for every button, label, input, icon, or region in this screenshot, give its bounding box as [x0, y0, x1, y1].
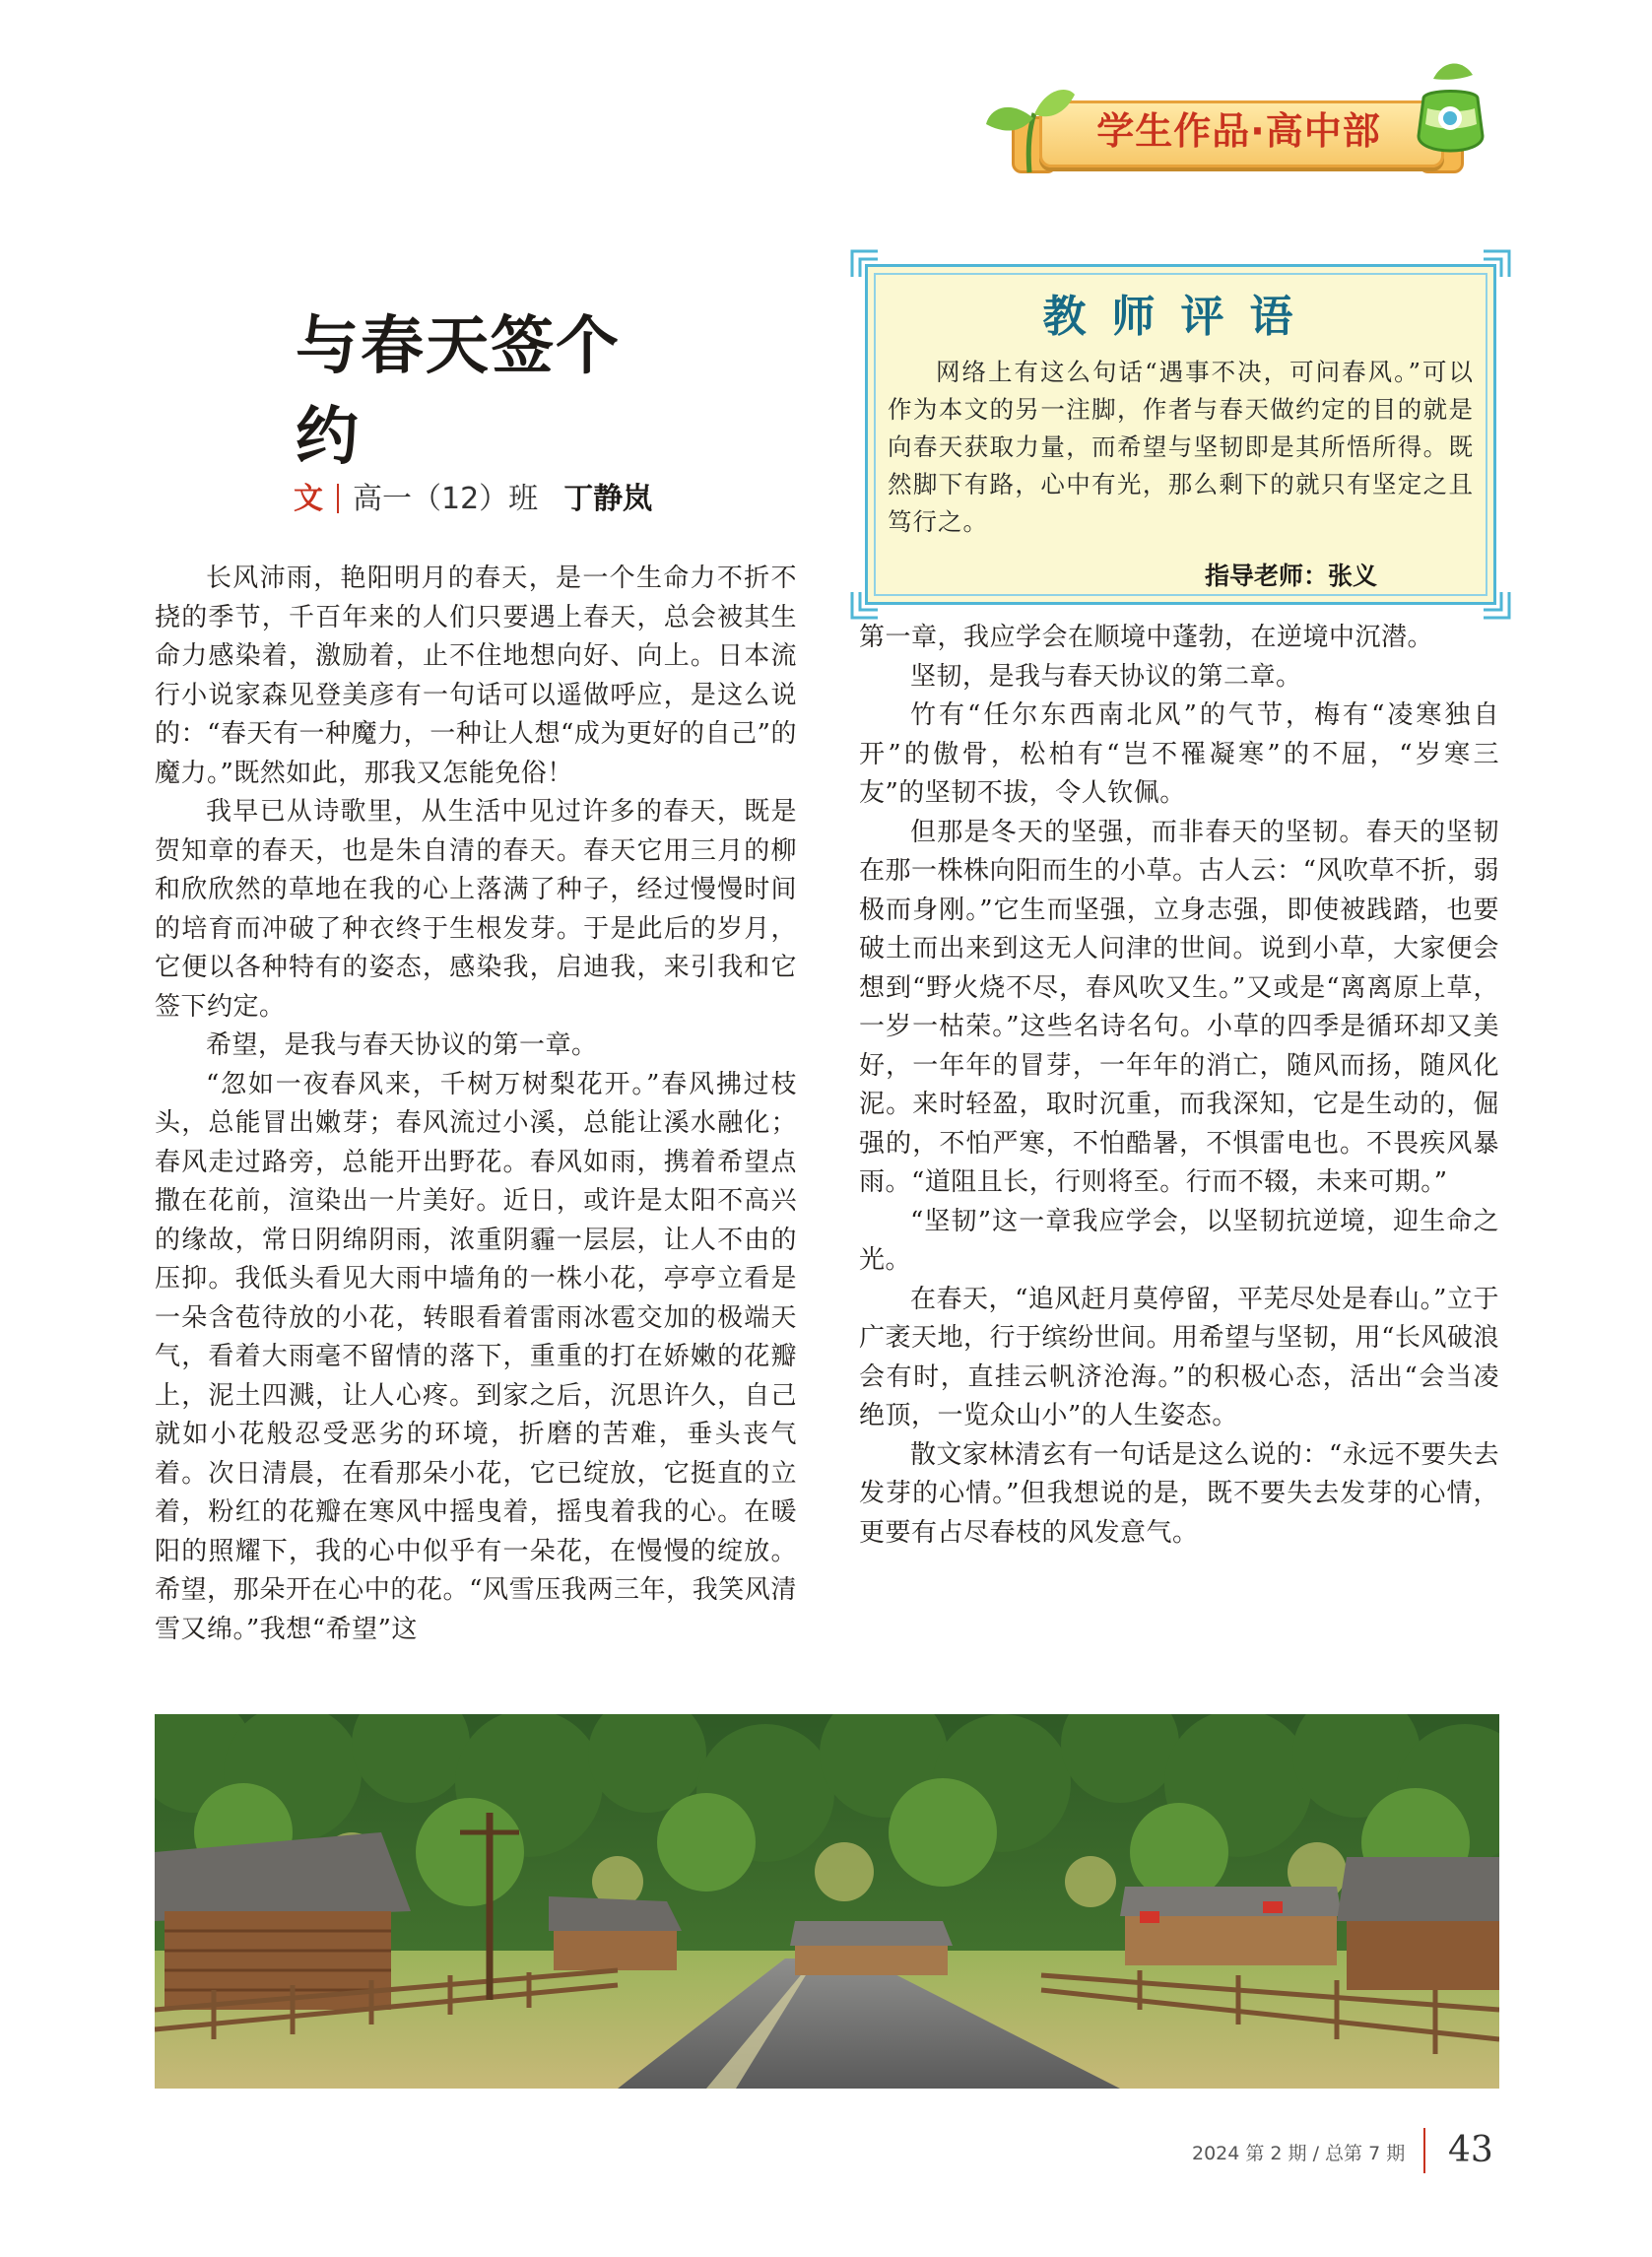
- teacher-signature: 指导老师：张义: [1204, 562, 1377, 590]
- paragraph: 我早已从诗歌里，从生活中见过许多的春天，既是贺知章的春天，也是朱自清的春天。春天它用三月的柳和欣欣然的草地在我的心上落满了种子，经过慢慢时间的培育而冲破了种衣终于生根发芽。于是此后的岁月，它便以各种特有的姿态，感染我，启迪我，来引我和它签下约定。: [155, 797, 797, 1022]
- article-title: 与春天签个约: [296, 309, 621, 474]
- village-forest-photo: [155, 1714, 1499, 2089]
- paragraph: “忽如一夜春风来，千树万树梨花开。”春风拂过枝头，总能冒出嫩芽；春风流过小溪，总能让溪水融化；春风走过路旁，总能开出野花。春风如雨，携着希望点撒在花前，渲染出一片美好。近日，或许是太阳不高兴的缘故，常日阴绵阴雨，浓重阴霾一层层，让人不由的压抑。我低头看见大雨中墙角的一株小花，亭亭立看是一朵含苞待放的小花，转眼看着雷雨冰雹交加的极端天气，看着大雨毫不留情的落下，重重的打在娇嫩的花瓣上，泥土四溅，让人心疼。到家之后，沉思许久，自己就如小花般忍受恶劣的环境，折磨的苦难，垂头丧气着。次日清晨，在看那朵小花，它已绽放，它挺直的立着，粉红的花瓣在寒风中摇曳着，摇曳着我的心。在暖阳的照耀下，我的心中似乎有一朵花，在慢慢的绽放。希望，那朵开在心中的花。“风雪压我两三年，我笑风清雪又绵。”我想“希望”这: [155, 1069, 797, 1644]
- byline: [294, 478, 652, 521]
- section-banner: [980, 59, 1497, 187]
- paragraph: 希望，是我与春天协议的第一章。: [206, 1030, 598, 1060]
- teapot-icon: [1404, 59, 1497, 167]
- paragraph: “坚韧”这一章我应学会，以坚韧抗逆境，迎生命之光。: [859, 1206, 1499, 1275]
- teacher-comment-text: 网络上有这么句话“遇事不决，可问春风。”可以作为本文的另一注脚，作者与春天做约定的目的就是向春天获取力量，而希望与坚韧即是其所悟所得。既然脚下有路，心中有光，那么剩下的就只有坚定之且笃行之。: [888, 358, 1474, 536]
- byline-label: 文: [294, 482, 323, 516]
- byline-divider: [337, 484, 339, 513]
- page-number: 43: [1448, 2130, 1493, 2170]
- corner-ornament-icon: [1480, 588, 1513, 622]
- teacher-comment-heading: 教师评语: [1042, 292, 1319, 342]
- teacher-comment-box: [865, 264, 1496, 605]
- right-column: [859, 619, 1499, 1553]
- paragraph: 竹有“任尔东西南北风”的气节，梅有“凌寒独自开”的傲骨，松柏有“岂不罹凝寒”的不屈，“岁寒三友”的坚韧不拔，令人钦佩。: [859, 700, 1499, 808]
- paragraph: 第一章，我应学会在顺境中蓬勃，在逆境中沉潜。: [859, 623, 1434, 652]
- corner-ornament-icon: [1480, 247, 1513, 281]
- sprout-icon: [980, 79, 1079, 177]
- byline-author: 丁静岚: [563, 482, 653, 516]
- corner-ornament-icon: [848, 588, 882, 622]
- banner-label: 学生作品·高中部: [1096, 109, 1381, 153]
- paragraph: 但那是冬天的坚强，而非春天的坚韧。春天的坚韧在那一株株向阳而生的小草。古人云：“风吹草不折，弱极而身刚。”它生而坚强，立身志强，即使被践踏，也要破土而出来到这无人问津的世间。说到小草，大家便会想到“野火烧不尽，春风吹又生。”又或是“离离原上草，一岁一枯荣。”这些名诗名句。小草的四季是循环却又美好，一年年的冒芽，一年年的消亡，随风而扬，随风化泥。来时轻盈，取时沉重，而我深知，它是生动的，倔强的，不怕严寒，不怕酷暑，不惧雷电也。不畏疾风暴雨。“道阻且长，行则将至。行而不辍，未来可期。”: [859, 817, 1499, 1197]
- left-column: [155, 560, 797, 1649]
- paragraph: 长风沛雨，艳阳明月的春天，是一个生命力不折不挠的季节，千百年来的人们只要遇上春天，总会被其生命力感染着，激励着，止不住地想向好、向上。日本流行小说家森见登美彦有一句话可以遥做呼应，是这么说的：“春天有一种魔力，一种让人想“成为更好的自己”的魔力。”既然如此，那我又怎能免俗！: [155, 564, 797, 788]
- byline-class: 高一（12）班: [353, 482, 539, 516]
- footer-divider: [1423, 2128, 1425, 2173]
- corner-ornament-icon: [848, 247, 882, 281]
- issue-info: 2024 第 2 期 / 总第 7 期: [1192, 2143, 1406, 2164]
- paragraph: 在春天，“追风赶月莫停留，平芜尽处是春山。”立于广袤天地，行于缤纷世间。用希望与坚韧，用“长风破浪会有时，直挂云帆济沧海。”的积极心态，活出“会当凌绝顶，一览众山小”的人生姿态。: [859, 1284, 1499, 1430]
- paragraph: 散文家林清玄有一句话是这么说的：“永远不要失去发芽的心情。”但我想说的是，既不要失去发芽的心情，更要有占尽春枝的风发意气。: [859, 1439, 1499, 1548]
- paragraph: 坚韧，是我与春天协议的第二章。: [910, 661, 1302, 692]
